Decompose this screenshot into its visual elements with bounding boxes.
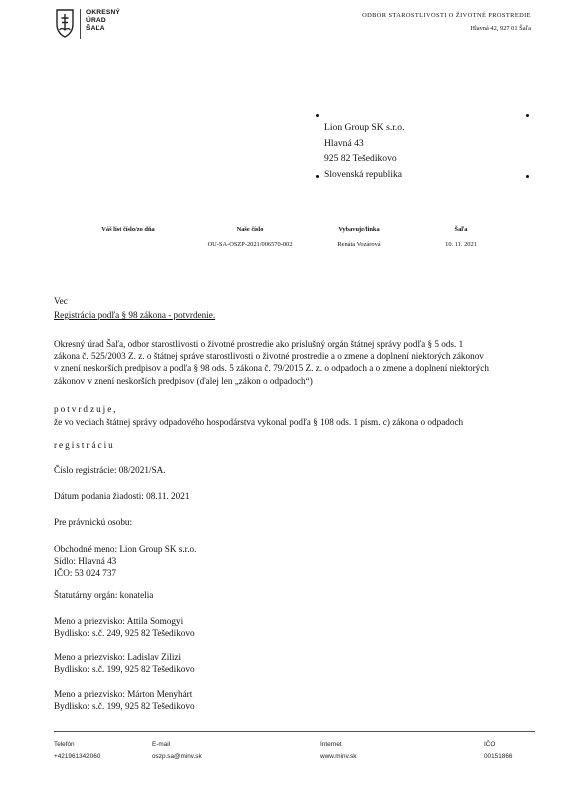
registration-label: registráciu xyxy=(54,440,115,450)
footer-ico: IČO 00151866 xyxy=(484,741,513,760)
legal-entity-label: Pre právnickú osobu: xyxy=(54,517,133,527)
statutory-body: Štatutárny orgán: konatelia xyxy=(54,590,154,600)
recipient-name: Lion Group SK s.r.o. xyxy=(324,122,405,133)
address-window-mark xyxy=(526,114,529,117)
department-address: Hlavná 42, 927 01 Šaľa xyxy=(470,25,531,32)
office-line-3: ŠAĽA xyxy=(86,25,105,32)
confirms-label: potvrdzuje, xyxy=(54,404,118,414)
ref-your-letter: Váš list číslo/zo dňa xyxy=(101,226,155,233)
subject-label: Vec xyxy=(54,296,68,306)
address-window-mark xyxy=(316,175,319,178)
department-name: ODBOR STAROSTLIVOSTI O ŽIVOTNÉ PROSTREDIE xyxy=(362,12,531,19)
ref-handled-by: Vybavuje/linka Renáta Vozárová xyxy=(337,226,381,248)
person-entry: Meno a priezvisko: Ladislav Zilizi Bydlisko: s.č. 199, 925 82 Tešedikovo xyxy=(54,652,195,675)
address-window-mark xyxy=(316,114,319,117)
company-details: Obchodné meno: Lion Group SK s.r.o. Sídlo: Hlavná 43 IČO: 53 024 737 xyxy=(54,544,197,579)
recipient-city: 925 82 Tešedikovo xyxy=(324,153,397,165)
address-window-mark xyxy=(526,175,529,178)
person-entry: Meno a priezvisko: Attila Somogyi Bydlisko: s.č. 249, 925 82 Tešedikovo xyxy=(54,616,195,639)
confirms-text: že vo veciach štátnej správy odpadového hospodárstva vykonal podľa § 108 ods. 1 písm. c) zákona o odpadoch xyxy=(54,417,464,427)
footer-email: E-mail oszp.sa@minv.sk xyxy=(152,741,202,760)
recipient-street: Hlavná 43 xyxy=(324,137,364,149)
request-date: Dátum podania žiadosti: 08.11. 2021 xyxy=(54,491,190,501)
intro-paragraph: Okresný úrad Šaľa, odbor starostlivosti o životné prostredie ako príslušný orgán štátnej správy podľa § 5 ods. 1 zákona č. 525/2003 Z. z. o štátnej správe starostlivosti o životné prostredie a o zmene a doplnení niektorých zákonov v znení neskorších predpisov a podľa § 98 ods. 5 zákona č. 79/2015 Z. z. o odpadoch a o zmene a doplnení niektorých zákonov v znení neskorších predpisov (ďalej len „zákon o odpadoch“) xyxy=(54,339,489,386)
office-line-2: ÚRAD xyxy=(86,17,106,24)
registration-number: Číslo registrácie: 08/2021/SA. xyxy=(54,465,166,475)
ref-place-date: Šaľa 10. 11. 2021 xyxy=(445,226,477,248)
person-entry: Meno a priezvisko: Márton Menyhárt Bydlisko: s.č. 199, 925 82 Tešedikovo xyxy=(54,689,195,712)
ref-our-number: Naše číslo OU-SA-OSZP-2021/006570-002 xyxy=(207,226,293,248)
subject-line: Registrácia podľa § 98 zákona - potvrdenie. xyxy=(54,310,216,320)
recipient-country: Slovenská republika xyxy=(324,168,403,180)
footer-internet: Internet www.minv.sk xyxy=(320,741,357,760)
office-line-1: OKRESNÝ xyxy=(86,9,121,16)
coat-of-arms-icon xyxy=(56,8,74,38)
footer-phone: Telefón +421961342060 xyxy=(54,741,101,760)
recipient-address xyxy=(324,120,404,182)
office-logo-text xyxy=(86,9,120,33)
logo-divider xyxy=(80,9,81,39)
footer-divider xyxy=(54,731,535,732)
